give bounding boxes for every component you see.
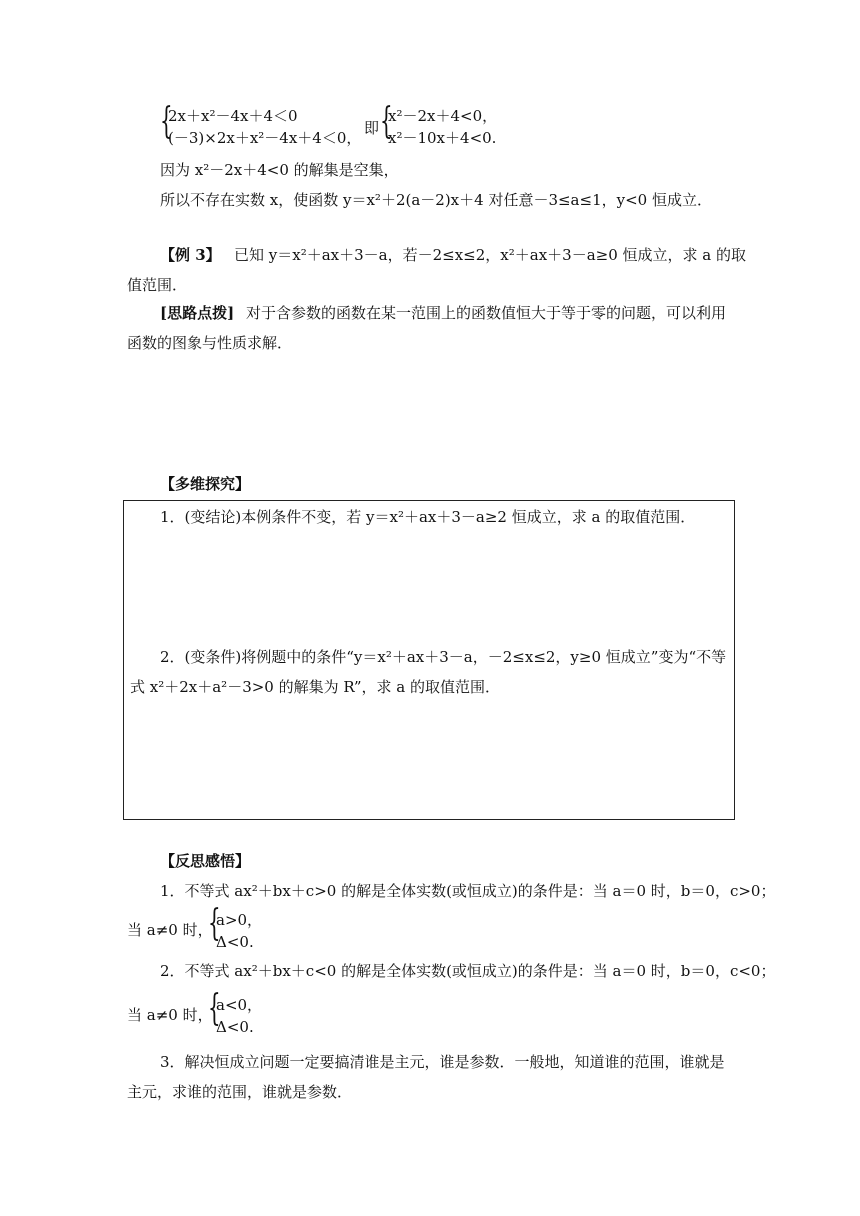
reflect-p3-line-1: 3．解决恒成立问题一定要搞清谁是主元，谁是参数．一般地，知道谁的范围，谁就是 bbox=[160, 1053, 725, 1071]
reflect-p2-cond-2: Δ<0. bbox=[216, 1018, 254, 1036]
reflect-p2-when: 当 a≠0 时， bbox=[127, 1006, 213, 1024]
reflect-p2-line-1: 2．不等式 ax²＋bx＋c<0 的解是全体实数(或恒成立)的条件是：当 a＝0 时，b＝0，c<0； bbox=[160, 962, 776, 980]
reflect-p1-line-1: 1．不等式 ax²＋bx＋c>0 的解是全体实数(或恒成立)的条件是：当 a＝0 时，b＝0，c>0； bbox=[160, 882, 776, 900]
example-label: 【例 3】 bbox=[160, 246, 221, 264]
reflect-p3-line-2: 主元，求谁的范围，谁就是参数． bbox=[127, 1083, 353, 1101]
reflect-p1-when: 当 a≠0 时， bbox=[127, 921, 213, 939]
system-row-1: 2x＋x²－4x＋4＜0 bbox=[168, 107, 298, 125]
explore-heading: 【多维探究】 bbox=[160, 475, 251, 493]
conclusion-text: 所以不存在实数 x，使函数 y＝x²＋2(a－2)x＋4 对任意－3≤a≤1，y<0 恒成立． bbox=[160, 191, 712, 209]
reflect-p1-cond-2: Δ<0. bbox=[216, 933, 254, 951]
reflect-heading: 【反思感悟】 bbox=[160, 852, 251, 870]
right-brace: { bbox=[380, 101, 393, 142]
left-brace: { bbox=[160, 101, 173, 142]
example-line-1: 已知 y＝x²＋ax＋3－a，若－2≤x≤2，x²＋ax＋3－a≥0 恒成立，求 a 的取 bbox=[234, 246, 747, 264]
hint-label: [思路点拨] bbox=[160, 304, 235, 322]
reflect-p2-cond-1: a<0， bbox=[216, 996, 263, 1014]
example-line-2: 值范围． bbox=[127, 276, 188, 294]
system-row-4: x²－10x＋4<0. bbox=[388, 129, 497, 147]
explore-q1: 1．(变结论)本例条件不变，若 y＝x²＋ax＋3－a≥2 恒成立，求 a 的取值范围． bbox=[160, 508, 696, 526]
reflect-brace-1: { bbox=[208, 903, 221, 944]
reflect-brace-2: { bbox=[208, 988, 221, 1029]
hint-line-1: 对于含参数的函数在某一范围上的函数值恒大于等于零的问题，可以利用 bbox=[246, 304, 727, 322]
explore-q2-line-2: 式 x²＋2x＋a²－3>0 的解集为 R”，求 a 的取值范围． bbox=[130, 678, 501, 696]
hint-line-2: 函数的图象与性质求解． bbox=[127, 334, 293, 352]
ji-label: 即 bbox=[364, 119, 380, 137]
system-row-2: (－3)×2x＋x²－4x＋4＜0， bbox=[168, 129, 362, 147]
explore-q2-line-1: 2．(变条件)将例题中的条件“y＝x²＋ax＋3－a，－2≤x≤2，y≥0 恒成立”变为“不等 bbox=[160, 648, 727, 666]
reflect-p1-cond-1: a>0， bbox=[216, 911, 263, 929]
system-row-3: x²－2x＋4<0， bbox=[388, 107, 498, 125]
empty-set-text: 因为 x²－2x＋4<0 的解集是空集， bbox=[160, 161, 399, 179]
